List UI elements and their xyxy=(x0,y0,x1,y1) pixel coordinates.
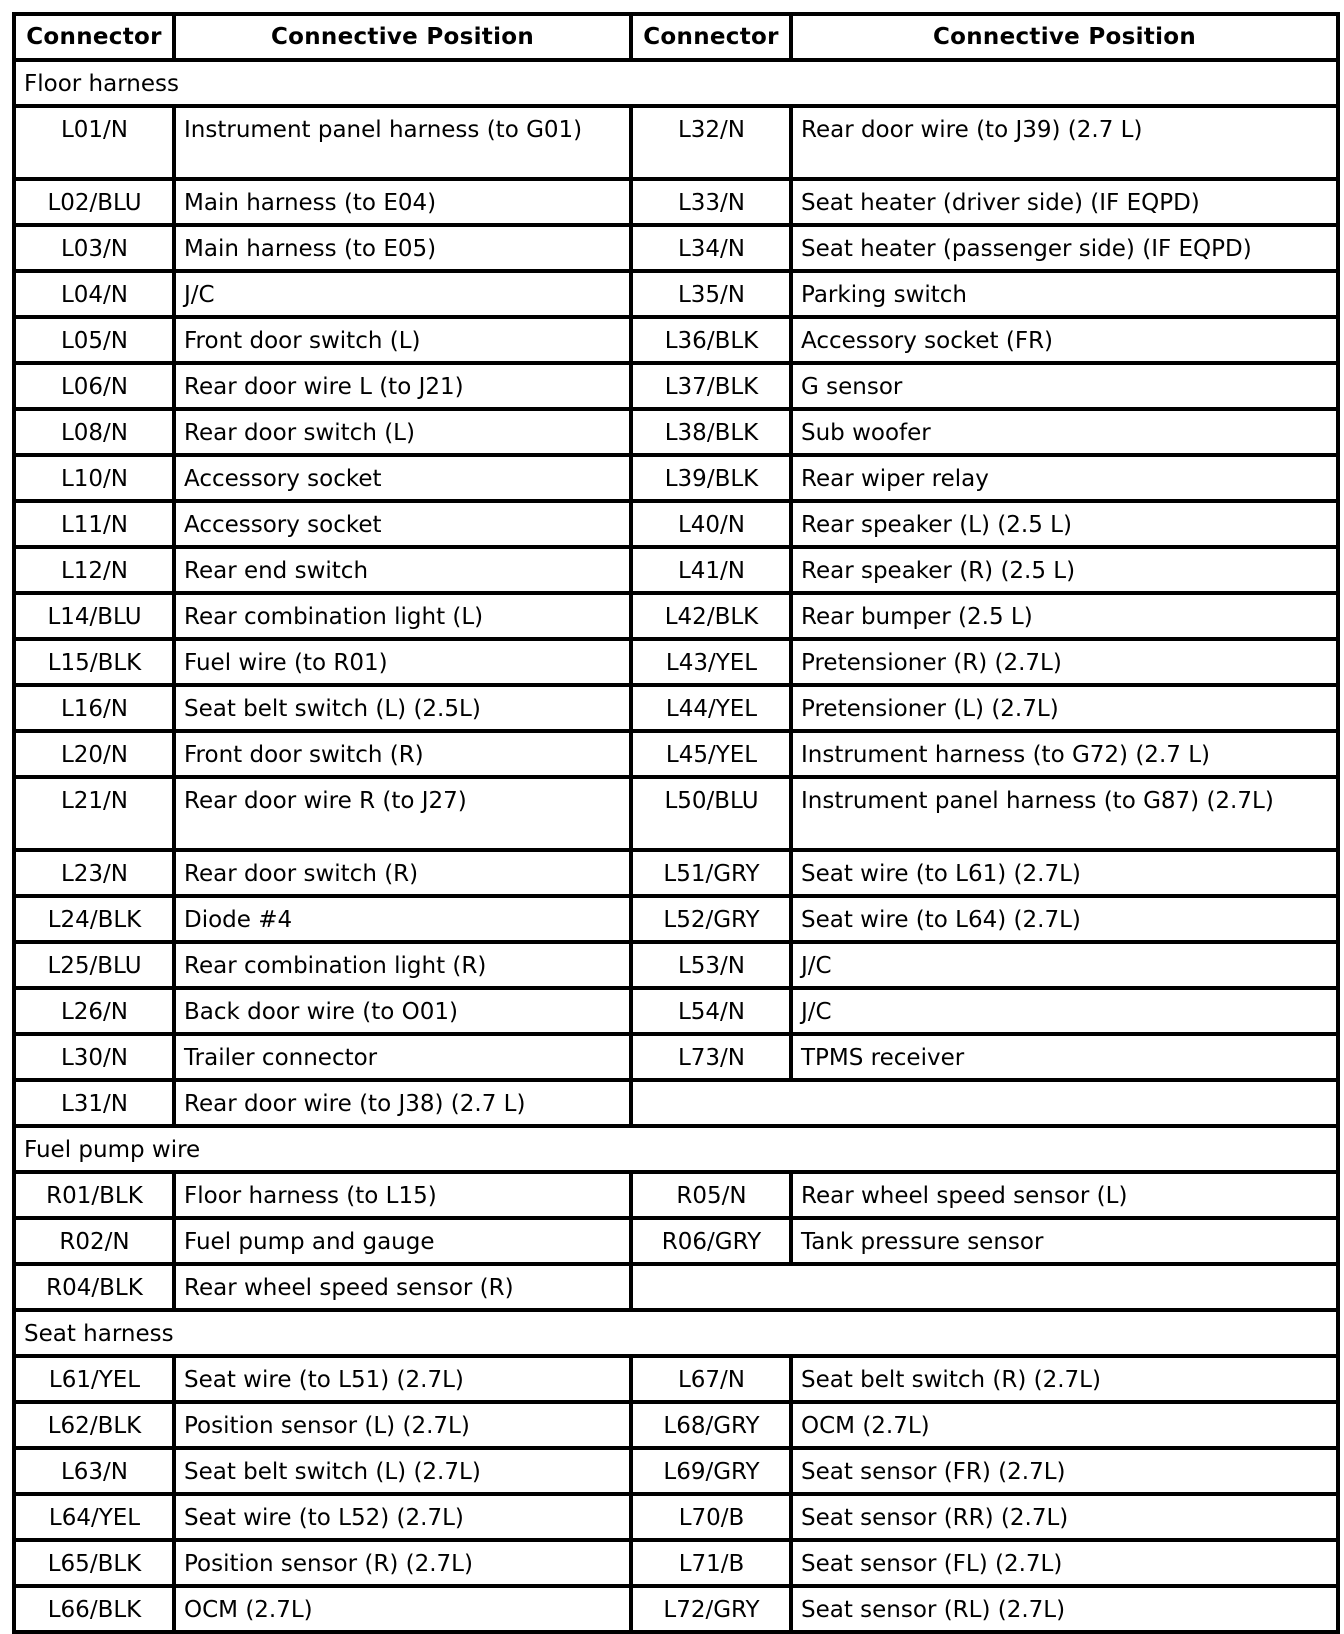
table-row xyxy=(14,593,1338,639)
table-row xyxy=(14,1264,1338,1310)
connector-code: L20/N xyxy=(14,731,174,777)
connective-position: Rear end switch xyxy=(174,547,631,593)
connective-position: Rear door wire L (to J21) xyxy=(174,363,631,409)
connective-position: Main harness (to E05) xyxy=(174,225,631,271)
connector-code: L14/BLU xyxy=(14,593,174,639)
table-row xyxy=(14,271,1338,317)
header-connector-left: Connector xyxy=(14,14,174,60)
connective-position: Rear wheel speed sensor (L) xyxy=(791,1172,1338,1218)
connector-code: L30/N xyxy=(14,1034,174,1080)
connective-position: Seat sensor (RR) (2.7L) xyxy=(791,1494,1338,1540)
connective-position: Fuel wire (to R01) xyxy=(174,639,631,685)
section-header-row xyxy=(14,1310,1338,1356)
connective-position: Seat sensor (RL) (2.7L) xyxy=(791,1586,1338,1632)
table-row xyxy=(14,547,1338,593)
connector-code: L32/N xyxy=(631,106,791,179)
connective-position: Seat heater (passenger side) (IF EQPD) xyxy=(791,225,1338,271)
connective-position: OCM (2.7L) xyxy=(791,1402,1338,1448)
connector-code: L12/N xyxy=(14,547,174,593)
connective-position: Instrument harness (to G72) (2.7 L) xyxy=(791,731,1338,777)
empty-cell xyxy=(631,1080,1338,1126)
connector-code: L72/GRY xyxy=(631,1586,791,1632)
connective-position: Seat wire (to L64) (2.7L) xyxy=(791,896,1338,942)
table-row xyxy=(14,455,1338,501)
connective-position: Seat wire (to L51) (2.7L) xyxy=(174,1356,631,1402)
table-row xyxy=(14,179,1338,225)
connector-code: R05/N xyxy=(631,1172,791,1218)
connective-position: Rear combination light (L) xyxy=(174,593,631,639)
connector-code: R04/BLK xyxy=(14,1264,174,1310)
connector-code: L61/YEL xyxy=(14,1356,174,1402)
section-title: Seat harness xyxy=(14,1310,1338,1356)
connector-code: L10/N xyxy=(14,455,174,501)
connective-position: Accessory socket xyxy=(174,455,631,501)
section-title: Fuel pump wire xyxy=(14,1126,1338,1172)
connective-position: Pretensioner (L) (2.7L) xyxy=(791,685,1338,731)
connective-position: Seat wire (to L52) (2.7L) xyxy=(174,1494,631,1540)
connective-position: Front door switch (R) xyxy=(174,731,631,777)
connective-position: Rear door switch (L) xyxy=(174,409,631,455)
connector-table xyxy=(12,12,1340,1634)
connective-position: Rear door switch (R) xyxy=(174,850,631,896)
connector-code: L64/YEL xyxy=(14,1494,174,1540)
connective-position: Seat heater (driver side) (IF EQPD) xyxy=(791,179,1338,225)
table-row xyxy=(14,317,1338,363)
connector-code: L70/B xyxy=(631,1494,791,1540)
connective-position: J/C xyxy=(174,271,631,317)
header-position-left: Connective Position xyxy=(174,14,631,60)
connective-position: J/C xyxy=(791,988,1338,1034)
connector-code: L05/N xyxy=(14,317,174,363)
connector-code: L38/BLK xyxy=(631,409,791,455)
connective-position: J/C xyxy=(791,942,1338,988)
connector-code: L03/N xyxy=(14,225,174,271)
table-row xyxy=(14,1034,1338,1080)
connective-position: Accessory socket (FR) xyxy=(791,317,1338,363)
connective-position: Back door wire (to O01) xyxy=(174,988,631,1034)
connective-position: Pretensioner (R) (2.7L) xyxy=(791,639,1338,685)
connective-position: Seat wire (to L61) (2.7L) xyxy=(791,850,1338,896)
table-row xyxy=(14,106,1338,179)
table-row xyxy=(14,685,1338,731)
connector-code: R06/GRY xyxy=(631,1218,791,1264)
connective-position: Rear wheel speed sensor (R) xyxy=(174,1264,631,1310)
table-row xyxy=(14,896,1338,942)
connective-position: Sub woofer xyxy=(791,409,1338,455)
connector-code: L26/N xyxy=(14,988,174,1034)
table-body xyxy=(14,60,1338,1632)
connective-position: Front door switch (L) xyxy=(174,317,631,363)
connector-code: R01/BLK xyxy=(14,1172,174,1218)
connector-code: L11/N xyxy=(14,501,174,547)
connector-code: L23/N xyxy=(14,850,174,896)
connector-code: L65/BLK xyxy=(14,1540,174,1586)
connective-position: Floor harness (to L15) xyxy=(174,1172,631,1218)
connector-code: L36/BLK xyxy=(631,317,791,363)
connector-code: L71/B xyxy=(631,1540,791,1586)
connector-code: L54/N xyxy=(631,988,791,1034)
connector-code: L35/N xyxy=(631,271,791,317)
connector-code: L15/BLK xyxy=(14,639,174,685)
connective-position: Seat sensor (FL) (2.7L) xyxy=(791,1540,1338,1586)
connector-code: L39/BLK xyxy=(631,455,791,501)
connective-position: Instrument panel harness (to G01) xyxy=(174,106,631,179)
connector-code: L73/N xyxy=(631,1034,791,1080)
connective-position: Seat belt switch (R) (2.7L) xyxy=(791,1356,1338,1402)
connector-code: L43/YEL xyxy=(631,639,791,685)
section-title: Floor harness xyxy=(14,60,1338,106)
connector-code: L45/YEL xyxy=(631,731,791,777)
connector-code: L66/BLK xyxy=(14,1586,174,1632)
table-row xyxy=(14,1218,1338,1264)
connective-position: Rear bumper (2.5 L) xyxy=(791,593,1338,639)
connective-position: OCM (2.7L) xyxy=(174,1586,631,1632)
table-row xyxy=(14,1356,1338,1402)
connective-position: Parking switch xyxy=(791,271,1338,317)
connector-code: L25/BLU xyxy=(14,942,174,988)
connector-code: L21/N xyxy=(14,777,174,850)
table-row xyxy=(14,1172,1338,1218)
connective-position: Rear speaker (L) (2.5 L) xyxy=(791,501,1338,547)
connector-code: R02/N xyxy=(14,1218,174,1264)
connector-code: L68/GRY xyxy=(631,1402,791,1448)
connector-code: L62/BLK xyxy=(14,1402,174,1448)
connective-position: TPMS receiver xyxy=(791,1034,1338,1080)
table-row xyxy=(14,409,1338,455)
table-row xyxy=(14,225,1338,271)
connector-code: L34/N xyxy=(631,225,791,271)
connector-code: L69/GRY xyxy=(631,1448,791,1494)
connective-position: Position sensor (R) (2.7L) xyxy=(174,1540,631,1586)
connective-position: Rear door wire R (to J27) xyxy=(174,777,631,850)
connector-code: L04/N xyxy=(14,271,174,317)
connective-position: Rear speaker (R) (2.5 L) xyxy=(791,547,1338,593)
table-row xyxy=(14,363,1338,409)
connective-position: Main harness (to E04) xyxy=(174,179,631,225)
connector-code: L42/BLK xyxy=(631,593,791,639)
connector-code: L02/BLU xyxy=(14,179,174,225)
connective-position: Rear door wire (to J38) (2.7 L) xyxy=(174,1080,631,1126)
table-row xyxy=(14,1540,1338,1586)
connector-code: L08/N xyxy=(14,409,174,455)
table-row xyxy=(14,1494,1338,1540)
connector-code: L01/N xyxy=(14,106,174,179)
connector-code: L52/GRY xyxy=(631,896,791,942)
connector-code: L53/N xyxy=(631,942,791,988)
connective-position: Fuel pump and gauge xyxy=(174,1218,631,1264)
connector-code: L67/N xyxy=(631,1356,791,1402)
connective-position: Seat belt switch (L) (2.7L) xyxy=(174,1448,631,1494)
table-row xyxy=(14,501,1338,547)
table-row xyxy=(14,777,1338,850)
table-row xyxy=(14,988,1338,1034)
connector-code: L51/GRY xyxy=(631,850,791,896)
table-row xyxy=(14,1448,1338,1494)
connective-position: G sensor xyxy=(791,363,1338,409)
connector-code: L40/N xyxy=(631,501,791,547)
connector-code: L44/YEL xyxy=(631,685,791,731)
connector-code: L06/N xyxy=(14,363,174,409)
header-position-right: Connective Position xyxy=(791,14,1338,60)
connector-code: L16/N xyxy=(14,685,174,731)
table-row xyxy=(14,1080,1338,1126)
header-connector-right: Connector xyxy=(631,14,791,60)
table-row xyxy=(14,942,1338,988)
empty-cell xyxy=(631,1264,1338,1310)
table-row xyxy=(14,1586,1338,1632)
connective-position: Diode #4 xyxy=(174,896,631,942)
connective-position: Rear combination light (R) xyxy=(174,942,631,988)
table-row xyxy=(14,731,1338,777)
connective-position: Seat belt switch (L) (2.5L) xyxy=(174,685,631,731)
connective-position: Tank pressure sensor xyxy=(791,1218,1338,1264)
section-header-row xyxy=(14,60,1338,106)
connective-position: Rear wiper relay xyxy=(791,455,1338,501)
table-row xyxy=(14,850,1338,896)
connector-code: L31/N xyxy=(14,1080,174,1126)
connective-position: Accessory socket xyxy=(174,501,631,547)
table-row xyxy=(14,639,1338,685)
section-header-row xyxy=(14,1126,1338,1172)
connective-position: Seat sensor (FR) (2.7L) xyxy=(791,1448,1338,1494)
connective-position: Trailer connector xyxy=(174,1034,631,1080)
connector-code: L24/BLK xyxy=(14,896,174,942)
connective-position: Instrument panel harness (to G87) (2.7L) xyxy=(791,777,1338,850)
connector-code: L33/N xyxy=(631,179,791,225)
table-row xyxy=(14,1402,1338,1448)
connective-position: Rear door wire (to J39) (2.7 L) xyxy=(791,106,1338,179)
connector-code: L50/BLU xyxy=(631,777,791,850)
connector-code: L41/N xyxy=(631,547,791,593)
connective-position: Position sensor (L) (2.7L) xyxy=(174,1402,631,1448)
header-row xyxy=(14,14,1338,60)
connector-code: L37/BLK xyxy=(631,363,791,409)
connector-code: L63/N xyxy=(14,1448,174,1494)
